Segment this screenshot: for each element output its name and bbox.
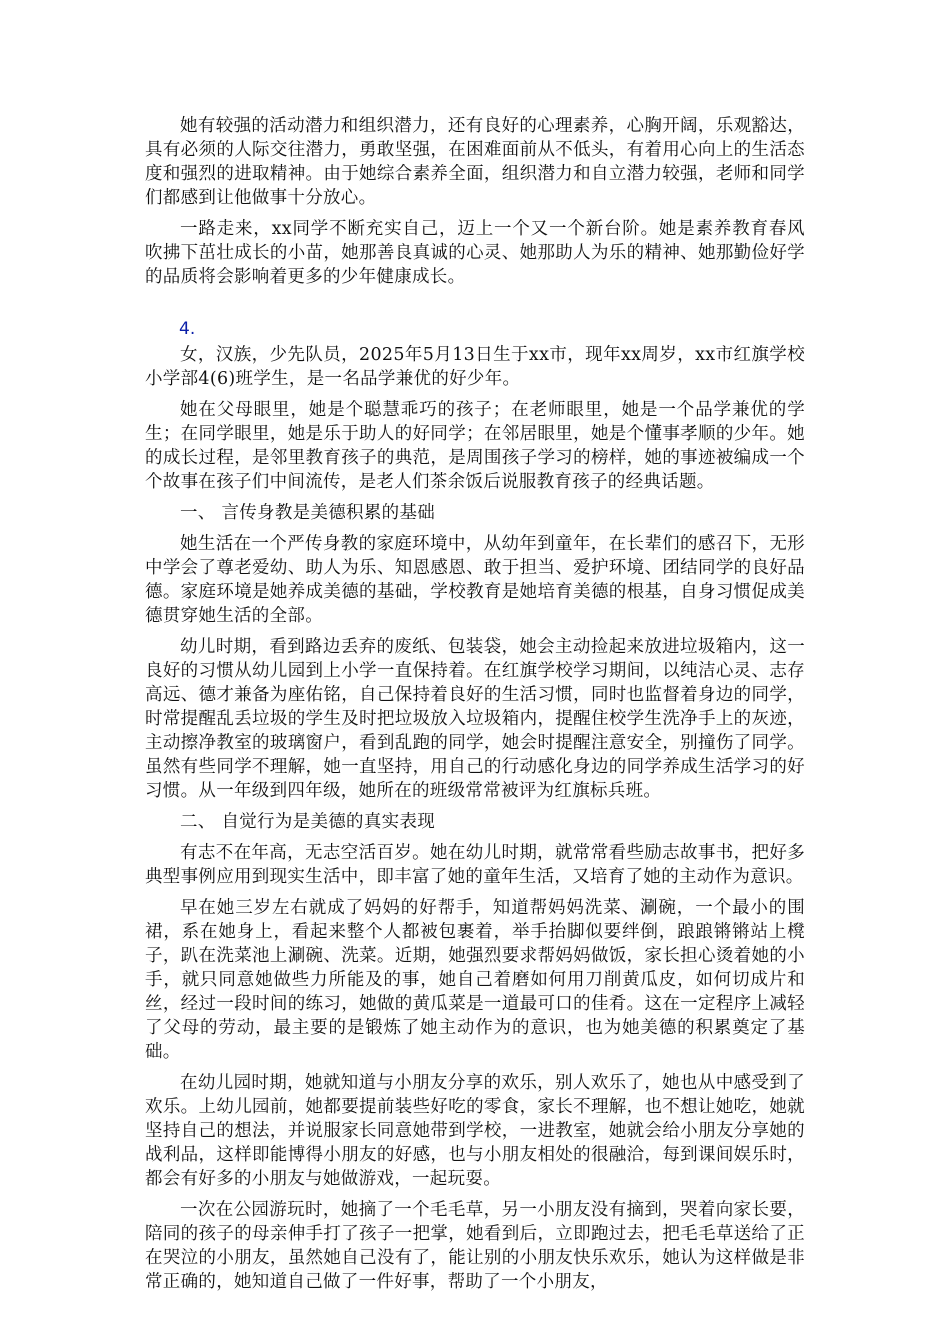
body-paragraph: 她在父母眼里，她是个聪慧乖巧的孩子；在老师眼里，她是一个品学兼优的学生；在同学眼里，她是乐于助人的好同学；在邻居眼里，她是个懂事孝顺的少年。她的成长过程，是邻里教育孩子的典范，是周围孩子学习的榜样，她的事迹被编成一个个故事在孩子们中间流传，是老人们茶余饭后说服教育孩子的经典话题。 bbox=[145, 400, 805, 492]
section-heading-2: 二、 自觉行为是美德的真实表现 bbox=[180, 812, 436, 832]
section-number: 4. bbox=[179, 319, 196, 339]
body-paragraph: 一路走来，xx同学不断充实自己，迈上一个又一个新台阶。她是素养教育春风吹拂下茁壮成长的小苗，她那善良真诚的心灵、她那助人为乐的精神、她那勤俭好学的品质将会影响着更多的少年健康成长。 bbox=[145, 219, 805, 287]
body-paragraph: 一次在公园游玩时，她摘了一个毛毛草，另一小朋友没有摘到，哭着向家长要，陪同的孩子的母亲伸手打了孩子一把掌，她看到后，立即跑过去，把毛毛草送给了正在哭泣的小朋友，虽然她自己没有了，能让别的小朋友快乐欢乐，她认为这样做是非常正确的，她知道自己做了一件好事，帮助了一个小朋友， bbox=[145, 1200, 805, 1292]
body-paragraph: 她生活在一个严传身教的家庭环境中，从幼年到童年，在长辈们的感召下，无形中学会了尊老爱幼、助人为乐、知恩感恩、敢于担当、爱护环境、团结同学的良好品德。家庭环境是她养成美德的基础，学校教育是她培育美德的根基，自身习惯促成美德贯穿她生活的全部。 bbox=[145, 534, 805, 626]
body-paragraph: 幼儿时期，看到路边丢弃的废纸、包装袋，她会主动捡起来放进垃圾箱内，这一良好的习惯从幼儿园到上小学一直保持着。在红旗学校学习期间，以纯洁心灵、志存高远、德才兼备为座佑铭，自己保持着良好的生活习惯，同时也监督着身边的同学，时常提醒乱丢垃圾的学生及时把垃圾放入垃圾箱内，提醒住校学生洗净手上的灰迹，主动擦净教室的玻璃窗户，看到乱跑的同学，她会时提醒注意安全，别撞伤了同学。虽然有些同学不理解，她一直坚持，用自己的行动感化身边的同学养成生活学习的好习惯。从一年级到四年级，她所在的班级常常被评为红旗标兵班。 bbox=[145, 637, 805, 801]
body-paragraph: 早在她三岁左右就成了妈妈的好帮手，知道帮妈妈洗菜、涮碗，一个最小的围裙，系在她身上，看起来整个人都被包裹着，举手抬脚似要绊倒，踉踉锵锵站上櫈子，趴在洗菜池上涮碗、洗菜。近期，她强烈要求帮妈妈做饭，家长担心烫着她的小手，就只同意她做些力所能及的事，她自己着磨如何用刀削黄瓜皮，如何切成片和丝，经过一段时间的练习，她做的黄瓜菜是一道最可口的佳肴。这在一定程序上减轻了父母的劳动，最主要的是锻炼了她主动作为的意识，也为她美德的积累奠定了基础。 bbox=[145, 898, 805, 1062]
document-page bbox=[145, 114, 805, 1301]
body-paragraph: 她有较强的活动潜力和组织潜力，还有良好的心理素养，心胸开阔，乐观豁达，具有必须的人际交往潜力，勇敢坚强，在困难面前从不低头，有着用心向上的生活态度和强烈的进取精神。由于她综合素养全面，组织潜力和自立潜力较强，老师和同学们都感到让他做事十分放心。 bbox=[145, 116, 805, 208]
body-paragraph: 女，汉族，少先队员，2025年5月13日生于xx市，现年xx周岁，xx市红旗学校小学部4(6)班学生，是一名品学兼优的好少年。 bbox=[145, 345, 805, 389]
body-paragraph: 在幼儿园时期，她就知道与小朋友分享的欢乐，别人欢乐了，她也从中感受到了欢乐。上幼儿园前，她都要提前装些好吃的零食，家长不理解，也不想让她吃，她就坚持自己的想法，并说服家长同意她带到学校，一进教室，她就会给小朋友分享她的战利品，这样即能博得小朋友的好感，也与小朋友相处的很融洽，每到课间娱乐时，都会有好多的小朋友与她做游戏，一起玩耍。 bbox=[145, 1073, 805, 1189]
section-heading-1: 一、 言传身教是美德积累的基础 bbox=[180, 503, 436, 523]
body-paragraph: 有志不在年高，无志空活百岁。她在幼儿时期，就常常看些励志故事书，把好多典型事例应用到现实生活中，即丰富了她的童年生活，又培育了她的主动作为意识。 bbox=[145, 843, 805, 887]
